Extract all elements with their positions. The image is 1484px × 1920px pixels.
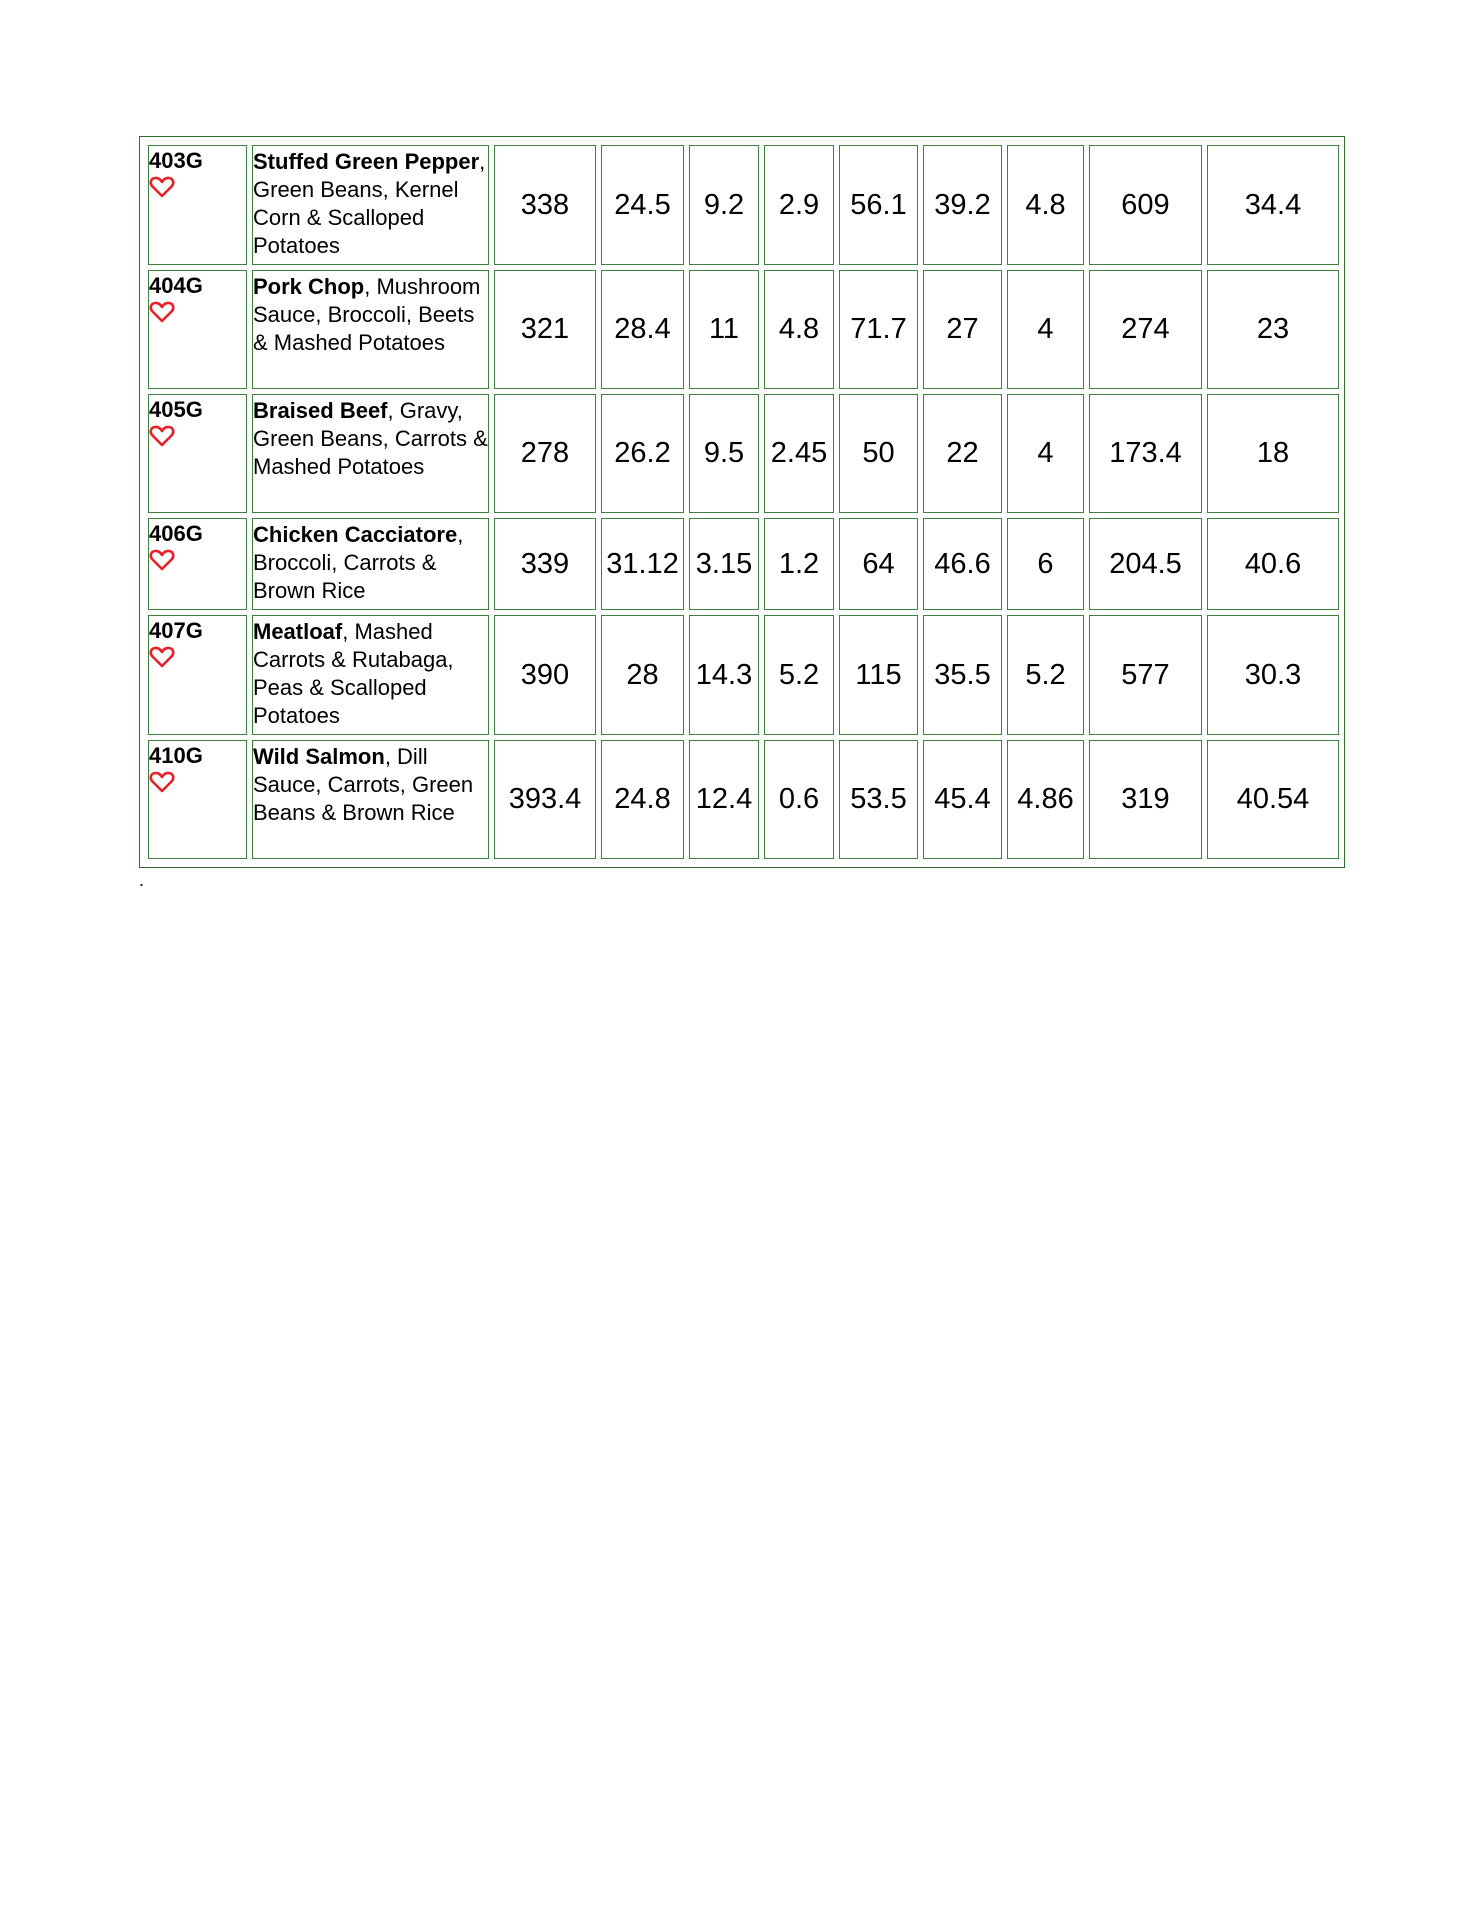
meal-code: 405G [149, 397, 203, 422]
value-cell: 53.5 [839, 740, 918, 859]
value-cell: 28.4 [601, 270, 684, 389]
heart-outline-icon [149, 770, 175, 794]
meal-description-cell [252, 145, 489, 265]
value-cell: 3.15 [689, 518, 759, 610]
value-cell: 4 [1007, 394, 1084, 513]
value-cell: 338 [494, 145, 596, 265]
value-cell: 56.1 [839, 145, 918, 265]
footer-dot: . [139, 870, 145, 890]
meal-name: Pork Chop [253, 274, 365, 299]
meal-sides: , Broccoli, Carrots & Brown Rice [253, 522, 464, 603]
value-cell: 9.2 [689, 145, 759, 265]
value-cell: 18 [1207, 394, 1339, 513]
value-cell: 173.4 [1089, 394, 1202, 513]
value-cell: 34.4 [1207, 145, 1339, 265]
meal-code: 407G [149, 618, 203, 643]
value-cell: 39.2 [923, 145, 1002, 265]
table-row [148, 270, 1339, 389]
meal-name: Meatloaf [253, 619, 343, 644]
meal-code-cell [148, 740, 247, 859]
meal-description-cell [252, 740, 489, 859]
meal-sides: , Mashed Carrots & Rutabaga, Peas & Scalloped Potatoes [253, 619, 454, 728]
heart-outline-icon [149, 424, 175, 448]
table-row [148, 145, 1339, 265]
meal-sides: , Mushroom Sauce, Broccoli, Beets & Mashed Potatoes [253, 274, 481, 355]
meal-code: 406G [149, 521, 203, 546]
value-cell: 24.5 [601, 145, 684, 265]
table-body [148, 145, 1339, 859]
value-cell: 339 [494, 518, 596, 610]
value-cell: 5.2 [1007, 615, 1084, 735]
heart-outline-icon [149, 548, 175, 572]
value-cell: 24.8 [601, 740, 684, 859]
table-row [148, 518, 1339, 610]
heart-outline-icon [149, 645, 175, 669]
value-cell: 31.12 [601, 518, 684, 610]
value-cell: 4.8 [1007, 145, 1084, 265]
value-cell: 1.2 [764, 518, 834, 610]
value-cell: 278 [494, 394, 596, 513]
meal-code: 403G [149, 148, 203, 173]
meal-sides: , Green Beans, Kernel Corn & Scalloped Potatoes [253, 149, 486, 258]
value-cell: 22 [923, 394, 1002, 513]
meal-description-cell [252, 615, 489, 735]
meal-code-cell [148, 270, 247, 389]
value-cell: 46.6 [923, 518, 1002, 610]
value-cell: 5.2 [764, 615, 834, 735]
value-cell: 71.7 [839, 270, 918, 389]
value-cell: 14.3 [689, 615, 759, 735]
value-cell: 23 [1207, 270, 1339, 389]
meal-description-cell [252, 394, 489, 513]
meal-name: Braised Beef [253, 398, 388, 423]
value-cell: 30.3 [1207, 615, 1339, 735]
heart-outline-icon [149, 175, 175, 199]
value-cell: 28 [601, 615, 684, 735]
value-cell: 274 [1089, 270, 1202, 389]
value-cell: 26.2 [601, 394, 684, 513]
value-cell: 321 [494, 270, 596, 389]
value-cell: 64 [839, 518, 918, 610]
value-cell: 204.5 [1089, 518, 1202, 610]
value-cell: 115 [839, 615, 918, 735]
value-cell: 12.4 [689, 740, 759, 859]
meal-code: 410G [149, 743, 203, 768]
value-cell: 35.5 [923, 615, 1002, 735]
meal-code-cell [148, 615, 247, 735]
meal-code: 404G [149, 273, 203, 298]
value-cell: 40.6 [1207, 518, 1339, 610]
value-cell: 2.9 [764, 145, 834, 265]
value-cell: 40.54 [1207, 740, 1339, 859]
menu-table-frame [139, 136, 1345, 868]
table-row [148, 394, 1339, 513]
meal-sides: , Gravy, Green Beans, Carrots & Mashed Potatoes [253, 398, 488, 479]
value-cell: 4 [1007, 270, 1084, 389]
value-cell: 4.8 [764, 270, 834, 389]
value-cell: 577 [1089, 615, 1202, 735]
meal-name: Stuffed Green Pepper [253, 149, 480, 174]
table-row [148, 740, 1339, 859]
meal-description-cell [252, 518, 489, 610]
value-cell: 4.86 [1007, 740, 1084, 859]
heart-outline-icon [149, 300, 175, 324]
meal-code-cell [148, 518, 247, 610]
value-cell: 6 [1007, 518, 1084, 610]
value-cell: 27 [923, 270, 1002, 389]
value-cell: 9.5 [689, 394, 759, 513]
value-cell: 393.4 [494, 740, 596, 859]
meal-sides: , Dill Sauce, Carrots, Green Beans & Brown Rice [253, 744, 474, 825]
value-cell: 390 [494, 615, 596, 735]
meal-code-cell [148, 394, 247, 513]
table-row [148, 615, 1339, 735]
value-cell: 0.6 [764, 740, 834, 859]
meal-code-cell [148, 145, 247, 265]
nutrition-table [143, 140, 1344, 864]
meal-name: Chicken Cacciatore [253, 522, 458, 547]
value-cell: 609 [1089, 145, 1202, 265]
meal-name: Wild Salmon [253, 744, 385, 769]
value-cell: 11 [689, 270, 759, 389]
value-cell: 45.4 [923, 740, 1002, 859]
value-cell: 319 [1089, 740, 1202, 859]
value-cell: 2.45 [764, 394, 834, 513]
value-cell: 50 [839, 394, 918, 513]
meal-description-cell [252, 270, 489, 389]
